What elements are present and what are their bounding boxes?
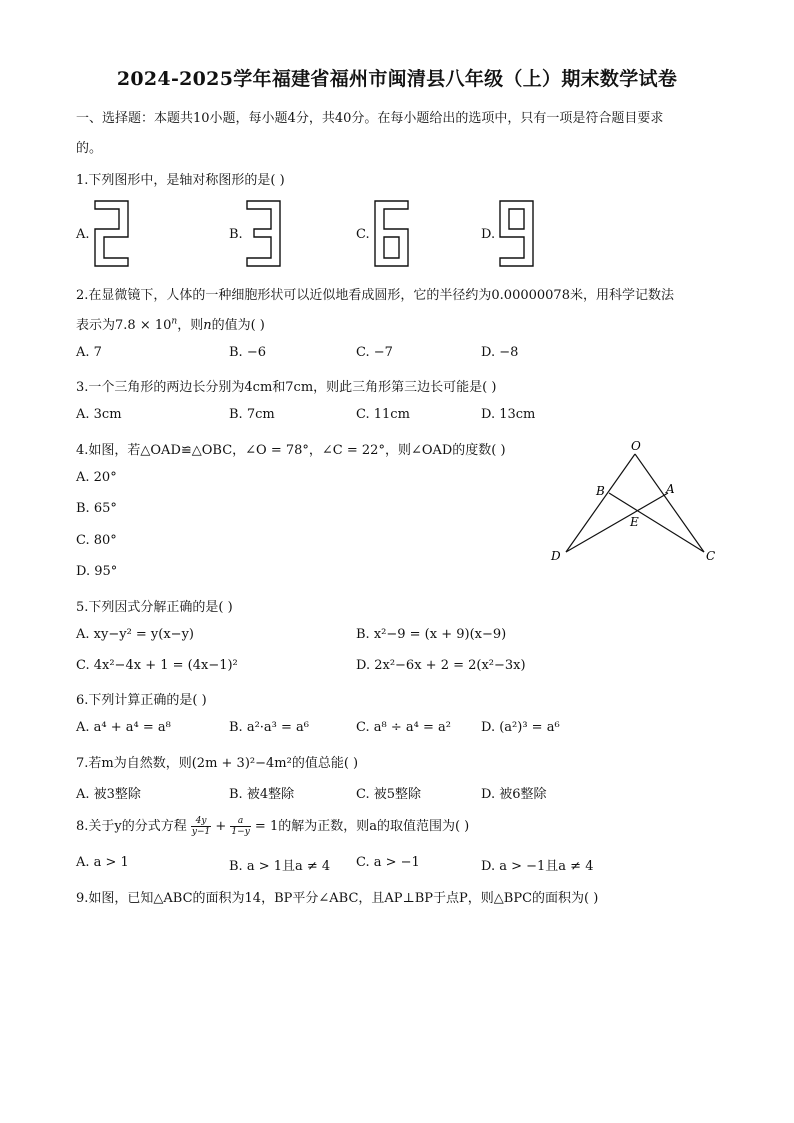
q4-stem: 4.如图，若△OAD≌△OBC，∠O = 78°，∠C = 22°，则∠OAD的度数( ) (76, 443, 506, 458)
q2-stem-middle: ，则 (177, 318, 204, 333)
fig-label-c: C (706, 549, 716, 563)
q2-option-b: B. −6 (229, 345, 266, 360)
q1-option-b-label: B. (229, 227, 243, 242)
q4-option-b: B. 65° (76, 501, 117, 516)
q6-option-d: D. (a²)³ = a⁶ (481, 720, 560, 735)
q8-fraction-1 (191, 816, 211, 837)
q5-option-d: D. 2x²−6x + 2 = 2(x²−3x) (356, 658, 526, 673)
q8-fraction-1-denominator: y−1 (191, 827, 211, 837)
q5-option-b: B. x²−9 = (x + 9)(x−9) (356, 627, 507, 642)
outline-digit-6-figure (374, 200, 410, 268)
q8-option-c: C. a > −1 (356, 855, 420, 870)
outline-digit-2-figure (94, 200, 130, 268)
q5-option-a: A. xy−y² = y(x−y) (76, 627, 194, 642)
outline-digit-9-figure (499, 200, 535, 268)
fig-label-a: A (666, 482, 675, 496)
q2-option-c: C. −7 (356, 345, 393, 360)
q3-option-a: A. 3cm (76, 407, 122, 422)
q3-option-b: B. 7cm (229, 407, 275, 422)
q3-option-c: C. 11cm (356, 407, 410, 422)
q8-fraction-2-numerator: a (230, 816, 250, 827)
q8-stem-suffix: = 1的解为正数，则a的取值范围为( ) (250, 819, 470, 834)
outline-digit-3-figure (246, 200, 282, 268)
q8-fraction-2-denominator: 1−y (231, 827, 250, 837)
q8-plus: + (211, 819, 231, 834)
page-title: 2024-2025学年福建省福州市闽清县八年级（上）期末数学试卷 (116, 68, 678, 90)
q7-option-a: A. 被3整除 (76, 787, 141, 802)
q3-option-d: D. 13cm (481, 407, 536, 422)
q8-fraction-2 (230, 816, 250, 837)
section-header-line1: 一、选择题：本题共10小题，每小题4分，共40分。在每小题给出的选项中，只有一项是符合题目要求 (76, 111, 664, 126)
fig-label-b: B (596, 484, 605, 498)
q6-option-a: A. a⁴ + a⁴ = a⁸ (76, 720, 171, 735)
q2-exponent: n (171, 316, 178, 327)
q5-option-c: C. 4x²−4x + 1 = (4x−1)² (76, 658, 238, 673)
q4-option-d: D. 95° (76, 564, 118, 579)
q5-stem: 5.下列因式分解正确的是( ) (76, 600, 233, 615)
q3-stem: 3.一个三角形的两边长分别为4cm和7cm，则此三角形第三边长可能是( ) (76, 380, 497, 395)
section-header-line2: 的。 (76, 141, 103, 156)
q2-stem-line1: 2.在显微镜下，人体的一种细胞形状可以近似地看成圆形，它的半径约为0.00000078米，用科学记数法 (76, 288, 674, 303)
q9-stem: 9.如图，已知△ABC的面积为14，BP平分∠ABC，且AP⊥BP于点P，则△BPC的面积为( ) (76, 891, 599, 906)
q8-option-a: A. a > 1 (76, 855, 129, 870)
q2-stem-line2 (76, 314, 265, 333)
q1-option-d-label: D. (481, 227, 496, 242)
q8-stem (76, 815, 469, 837)
q4-option-c: C. 80° (76, 533, 117, 548)
q8-fraction-1-numerator: 4y (191, 816, 211, 827)
q6-option-b: B. a²·a³ = a⁶ (229, 720, 309, 735)
fig-label-e: E (630, 515, 639, 529)
q2-stem-prefix: 表示为 (76, 318, 116, 333)
q4-option-a: A. 20° (76, 470, 117, 485)
q2-option-d: D. −8 (481, 345, 519, 360)
q8-option-b: B. a > 1且a ≠ 4 (229, 859, 331, 874)
q7-option-c: C. 被5整除 (356, 787, 422, 802)
q7-stem: 7.若m为自然数，则(2m + 3)²−4m²的值总能( ) (76, 756, 359, 771)
q1-stem: 1.下列图形中，是轴对称图形的是( ) (76, 173, 285, 188)
fig-label-d: D (551, 549, 561, 563)
q2-stem-end: 的值为( ) (211, 318, 265, 333)
q2-option-a: A. 7 (76, 345, 102, 360)
q1-option-a-label: A. (76, 227, 90, 242)
q4-triangle-figure (540, 436, 730, 568)
q1-option-c-label: C. (356, 227, 370, 242)
q8-stem-prefix: 8.关于y的分式方程 (76, 819, 187, 834)
q7-option-d: D. 被6整除 (481, 787, 547, 802)
fig-label-o: O (631, 439, 641, 453)
q6-stem: 6.下列计算正确的是( ) (76, 693, 207, 708)
q2-scientific-notation: 7.8 × 10 (115, 318, 172, 333)
q2-variable: n (203, 318, 212, 333)
q6-option-c: C. a⁸ ÷ a⁴ = a² (356, 720, 451, 735)
q8-option-d: D. a > −1且a ≠ 4 (481, 859, 594, 874)
q7-option-b: B. 被4整除 (229, 787, 295, 802)
